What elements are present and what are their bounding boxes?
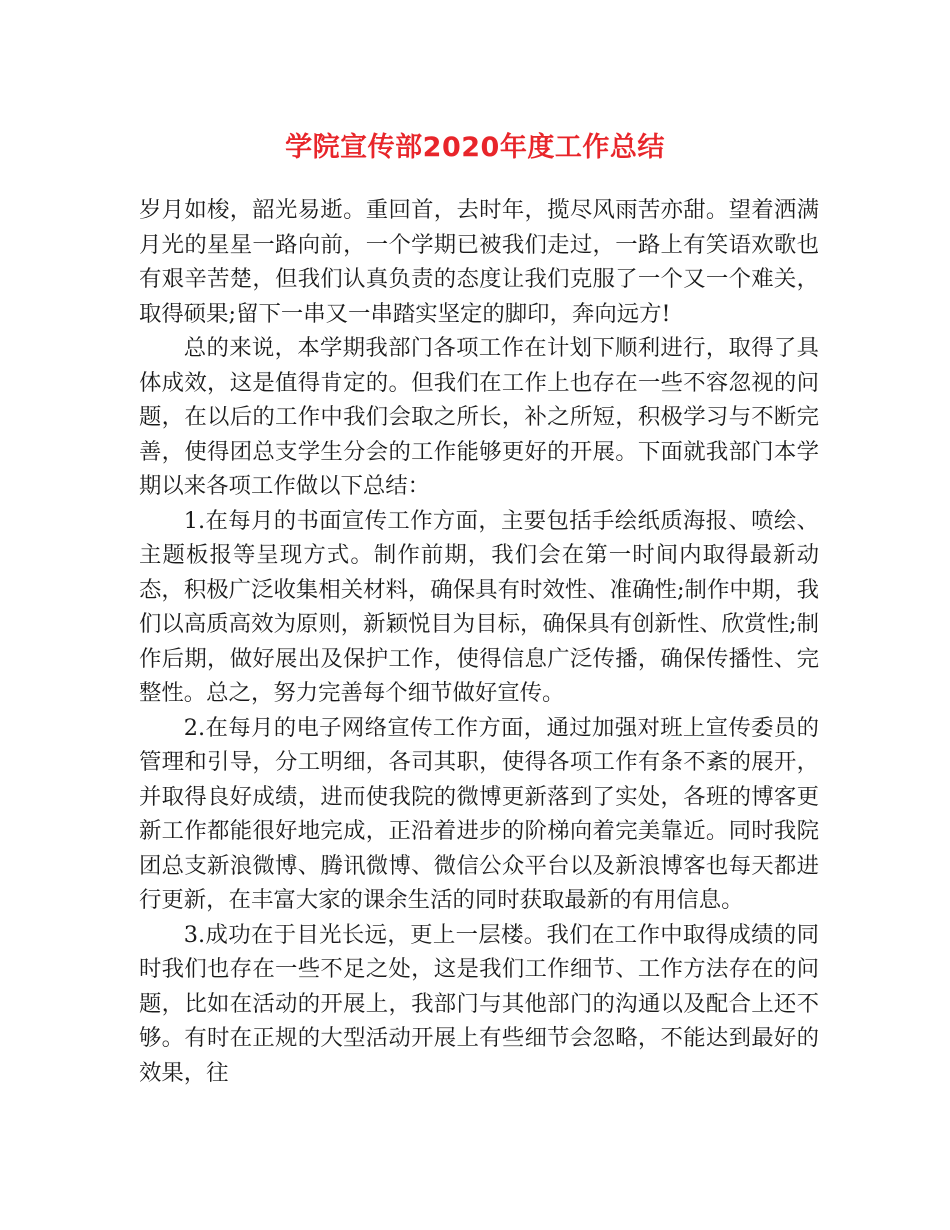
paragraph-item-2: 2.在每月的电子网络宣传工作方面，通过加强对班上宣传委员的管理和引导，分工明细，各司其职，使得各项工作有条不紊的展开， 并取得良好成绩，进而使我院的微博更新落到了实处，各班的博客更新工作都能很好地完成，正沿着进步的阶梯向着完美靠近。同时我院团总支新浪微博、腾讯微博、微信公众平台以及新浪博客也每天都进行更新，在丰富大家的课余生活的同时获取最新的有用信息。 — [139, 714, 819, 913]
paragraph-item-3: 3.成功在于目光长远，更上一层楼。我们在工作中取得成绩的同时我们也存在一些不足之处，这是我们工作细节、工作方法存在的问题，比如在活动的开展上，我部门与其他部门的沟通以及配合上还不够。有时在正规的大型活动开展上有些细节会忽略，不能达到最好的效果，往 — [139, 921, 819, 1086]
document-body — [139, 193, 819, 1090]
paragraph-intro: 岁月如梭，韶光易逝。重回首，去时年，揽尽风雨苦亦甜。望着洒满月光的星星一路向前，一个学期已被我们走过，一路上有笑语欢歌也有艰辛苦楚，但我们认真负责的态度让我们克服了一个又一个难关，取得硕果;留下一串又一串踏实坚定的脚印，奔向远方! — [139, 197, 819, 327]
paragraph-overview: 总的来说，本学期我部门各项工作在计划下顺利进行，取得了具体成效，这是值得肯定的。但我们在工作上也存在一些不容忽视的问题，在以后的工作中我们会取之所长，补之所短，积极学习与不断完善，使得团总支学生分会的工作能够更好的开展。下面就我部门本学期以来各项工作做以下总结： — [139, 335, 819, 499]
paragraph-item-1: 1.在每月的书面宣传工作方面，主要包括手绘纸质海报、喷绘、主题板报等呈现方式。制作前期，我们会在第一时间内取得最新动态，积极广泛收集相关材料，确保具有时效性、准确性;制作中期，我们以高质高效为原则，新颖悦目为目标，确保具有创新性、欣赏性;制作后期，做好展出及保护工作，使得信息广泛传播，确保传播性、完整性。总之，努力完善每个细节做好宣传。 — [139, 507, 819, 706]
document-title: 学院宣传部2020年度工作总结 — [285, 132, 665, 163]
